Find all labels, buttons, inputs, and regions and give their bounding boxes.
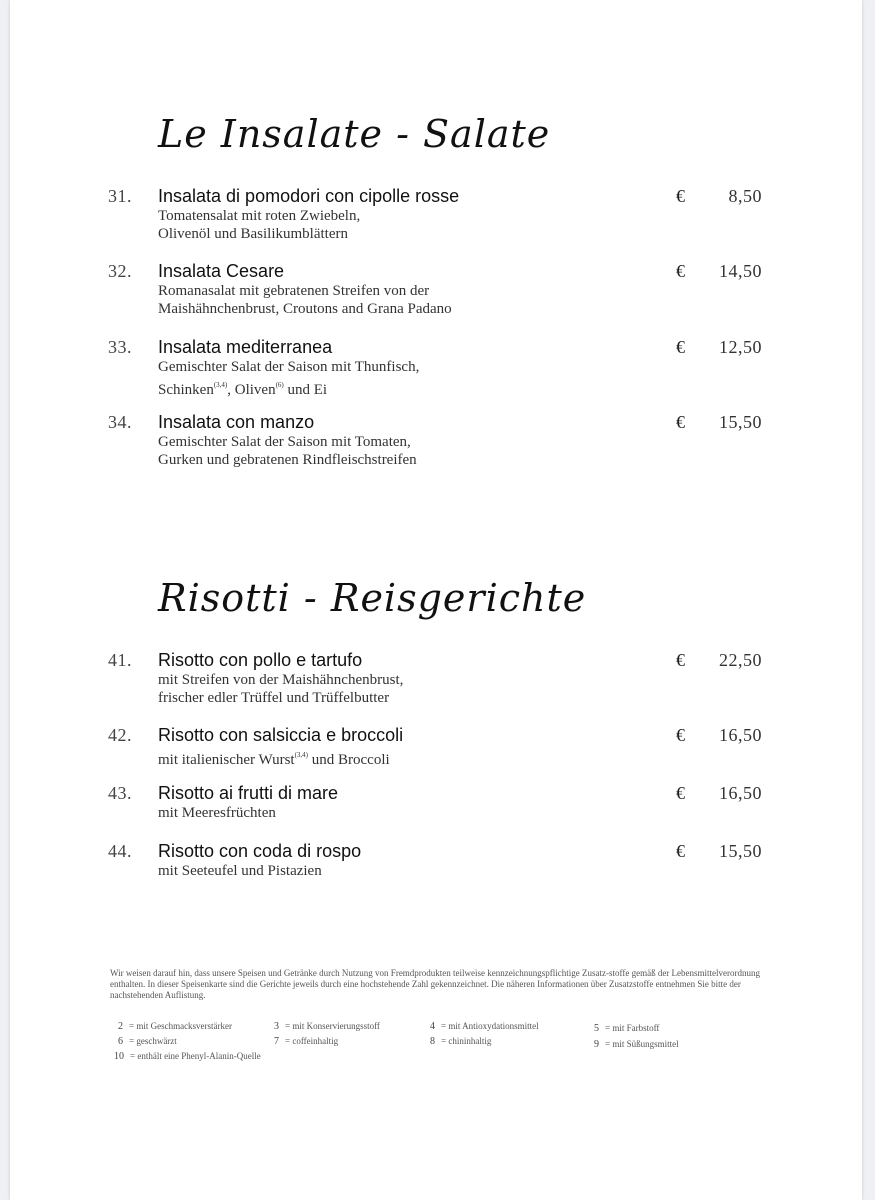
item-description: Gemischter Salat der Saison mit Tomaten, Gurken und gebratenen Rindfleischstreifen bbox=[158, 434, 417, 468]
item-description: mit Streifen von der Maishähnchenbrust, frischer edler Trüffel und Trüffelbutter bbox=[158, 672, 404, 706]
item-price: 22,50 bbox=[719, 650, 762, 670]
item-number: 31. bbox=[108, 186, 132, 206]
item-number: 32. bbox=[108, 261, 132, 281]
item-name: Risotto con salsiccia e broccoli bbox=[158, 725, 404, 745]
item-price: 15,50 bbox=[719, 841, 762, 861]
item-number: 44. bbox=[108, 841, 132, 861]
additive-legend-item: 3 = mit Konservierungsstoff bbox=[274, 1021, 380, 1032]
additive-legend-item: 9 = mit Süßungsmittel bbox=[594, 1039, 679, 1050]
additive-superscript: (6) bbox=[275, 380, 284, 389]
additives-disclaimer: Wir weisen darauf hin, dass unsere Speisen und Getränke durch Nutzung von Fremdprodukten teilweise kennzeichnungspflichtige Zusatz-stoffe gemäß der Lebensmittelverordnung enthalten. In dieser Speisenkarte sind die Gerichte jeweils durch eine hochstehende Zahl gekennzeichnet. Die näheren Informationen über Zusatzstoffe entnehmen Sie bitte der nachstehenden Auflistung. bbox=[110, 968, 761, 1000]
currency-symbol: € bbox=[676, 783, 685, 803]
item-number: 34. bbox=[108, 412, 132, 432]
currency-symbol: € bbox=[676, 261, 685, 281]
additive-superscript: (3,4) bbox=[213, 380, 228, 389]
additive-legend-item: 2 = mit Geschmacksverstärker bbox=[118, 1021, 233, 1032]
additive-legend-item: 5 = mit Farbstoff bbox=[594, 1023, 660, 1034]
item-description: mit Seeteufel und Pistazien bbox=[158, 863, 322, 879]
section-title-salads: Le Insalate - Salate bbox=[158, 112, 551, 156]
item-price: 12,50 bbox=[719, 337, 762, 357]
item-number: 42. bbox=[108, 725, 132, 745]
item-name: Insalata di pomodori con cipolle rosse bbox=[158, 186, 460, 206]
item-description: mit italienischer Wurst$^{(3,4)}$ und Broccoli bbox=[158, 751, 390, 768]
currency-symbol: € bbox=[676, 725, 685, 745]
additive-legend-item: 10 = enthält eine Phenyl-Alanin-Quelle bbox=[114, 1051, 261, 1062]
item-description: mit Meeresfrüchten bbox=[158, 805, 276, 821]
item-number: 41. bbox=[108, 650, 132, 670]
item-name: Insalata mediterranea bbox=[158, 337, 333, 357]
menu-page bbox=[10, 0, 862, 1200]
item-price: 8,50 bbox=[728, 186, 762, 206]
additive-legend-item: 4 = mit Antioxydationsmittel bbox=[430, 1021, 539, 1032]
additive-legend-item: 6 = geschwärzt bbox=[118, 1036, 177, 1047]
currency-symbol: € bbox=[676, 186, 685, 206]
currency-symbol: € bbox=[676, 412, 685, 432]
item-name: Insalata con manzo bbox=[158, 412, 315, 432]
additive-superscript: (3,4) bbox=[294, 751, 309, 759]
item-number: 33. bbox=[108, 337, 132, 357]
additive-legend-item: 8 = chininhaltig bbox=[430, 1036, 492, 1047]
item-name: Risotto con coda di rospo bbox=[158, 841, 362, 861]
section-title-risotti: Risotti - Reisgerichte bbox=[158, 576, 587, 620]
currency-symbol: € bbox=[676, 650, 685, 670]
item-name: Risotto con pollo e tartufo bbox=[158, 650, 363, 670]
item-description: Romanasalat mit gebratenen Streifen von der Maishähnchenbrust, Croutons and Grana Padano bbox=[158, 283, 452, 317]
currency-symbol: € bbox=[676, 337, 685, 357]
item-price: 16,50 bbox=[719, 783, 762, 803]
item-description: Tomatensalat mit roten Zwiebeln, Olivenöl und Basilikumblättern bbox=[158, 208, 361, 242]
currency-symbol: € bbox=[676, 841, 685, 861]
additive-legend-item: 7 = coffeinhaltig bbox=[274, 1036, 339, 1047]
item-name: Risotto ai frutti di mare bbox=[158, 783, 339, 803]
item-description: Gemischter Salat der Saison mit Thunfisch, Schinken$^{(3,4)}$, Oliven$^{(6)}$ und Ei bbox=[158, 359, 420, 398]
item-number: 43. bbox=[108, 783, 132, 803]
item-price: 15,50 bbox=[719, 412, 762, 432]
item-name: Insalata Cesare bbox=[158, 261, 285, 281]
item-price: 14,50 bbox=[719, 261, 762, 281]
item-price: 16,50 bbox=[719, 725, 762, 745]
